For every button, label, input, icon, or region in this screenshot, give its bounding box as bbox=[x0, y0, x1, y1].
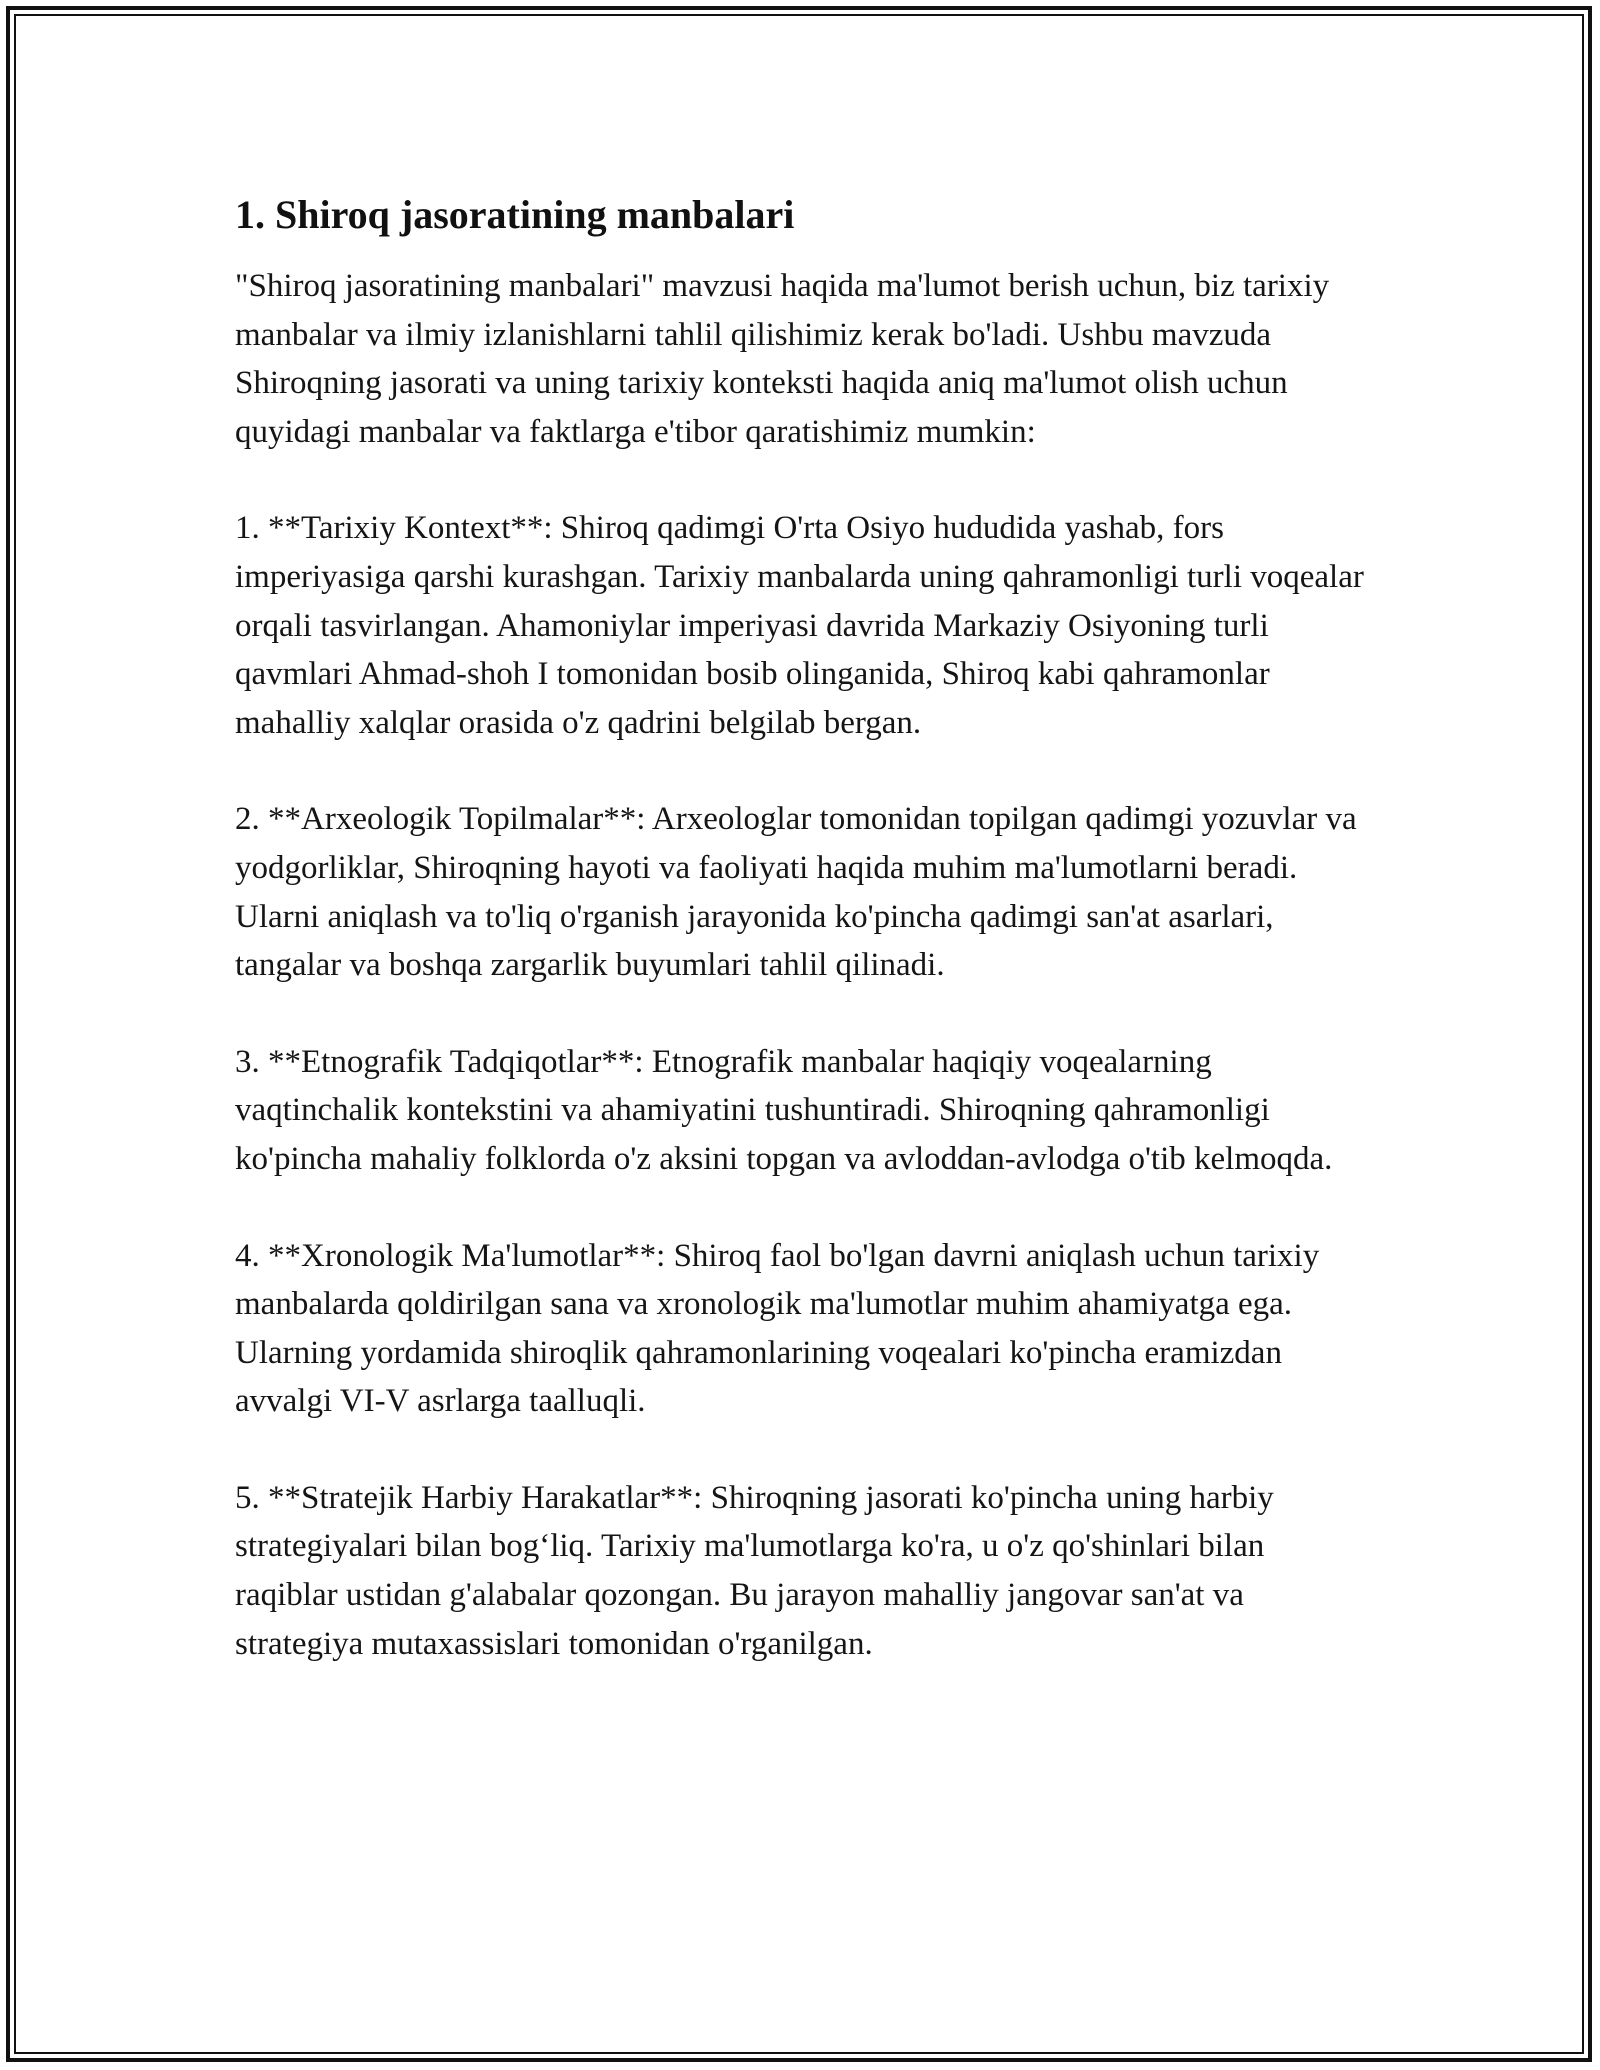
document-body bbox=[235, 188, 1375, 1668]
section-heading: 1. Shiroq jasoratining manbalari bbox=[235, 192, 795, 237]
paragraph-xronologik-malumotlar: 4. **Xronologik Ma'lumotlar**: Shiroq faol bo'lgan davrni aniqlash uchun tarixiy manbalarda qoldirilgan sana va xronologik ma'lumotlar muhim ahamiyatga ega. Ularning yordamida shiroqlik qahramonlarining voqealari ko'pincha eramizdan avvalgi VI-V asrlarga taalluqli. bbox=[235, 1237, 1320, 1420]
intro-paragraph: "Shiroq jasoratining manbalari" mavzusi haqida ma'lumot berish uchun, biz tarixiy manbalar va ilmiy izlanishlarni tahlil qilishimiz kerak bo'ladi. Ushbu mavzuda Shiroqning jasorati va uning tarixiy konteksti haqida aniq ma'lumot olish uchun quyidagi manbalar va faktlarga e'tibor qaratishimiz mumkin: bbox=[235, 268, 1330, 450]
paragraph-tarixiy-kontext: 1. **Tarixiy Kontext**: Shiroq qadimgi O'rta Osiyo hududida yashab, fors imperiyasiga qarshi kurashgan. Tarixiy manbalarda uning qahramonligi turli voqealar orqali tasvirlangan. Ahamoniylar imperiyasi davrida Markaziy Osiyoning turli qavmlari Ahmad-shoh I tomonidan bosib olinganida, Shiroq kabi qahramonlar mahalliy xalqlar orasida o'z qadrini belgilab bergan. bbox=[235, 510, 1364, 741]
paragraph-stratejik-harbiy-harakatlar: 5. **Stratejik Harbiy Harakatlar**: Shiroqning jasorati ko'pincha uning harbiy strategiyalari bilan bog‘liq. Tarixiy ma'lumotlarga ko'ra, u o'z qo'shinlari bilan raqiblar ustidan g'alabalar qozongan. Bu jarayon mahalliy jangovar san'at va strategiya mutaxassislari tomonidan o'rganilgan. bbox=[235, 1479, 1274, 1662]
paragraph-etnografik-tadqiqotlar: 3. **Etnografik Tadqiqotlar**: Etnografik manbalar haqiqiy voqealarning vaqtinchalik kontekstini va ahamiyatini tushuntiradi. Shiroqning qahramonligi ko'pincha mahaliy folklorda o'z aksini topgan va avloddan-avlodga o'tib kelmoqda. bbox=[235, 1043, 1333, 1177]
paragraph-arxeologik-topilmalar: 2. **Arxeologik Topilmalar**: Arxeologlar tomonidan topilgan qadimgi yozuvlar va yodgorliklar, Shiroqning hayoti va faoliyati haqida muhim ma'lumotlarni beradi. Ularni aniqlash va to'liq o'rganish jarayonida ko'pincha qadimgi san'at asarlari, tangalar va boshqa zargarlik buyumlari tahlil qilinadi. bbox=[235, 801, 1357, 984]
